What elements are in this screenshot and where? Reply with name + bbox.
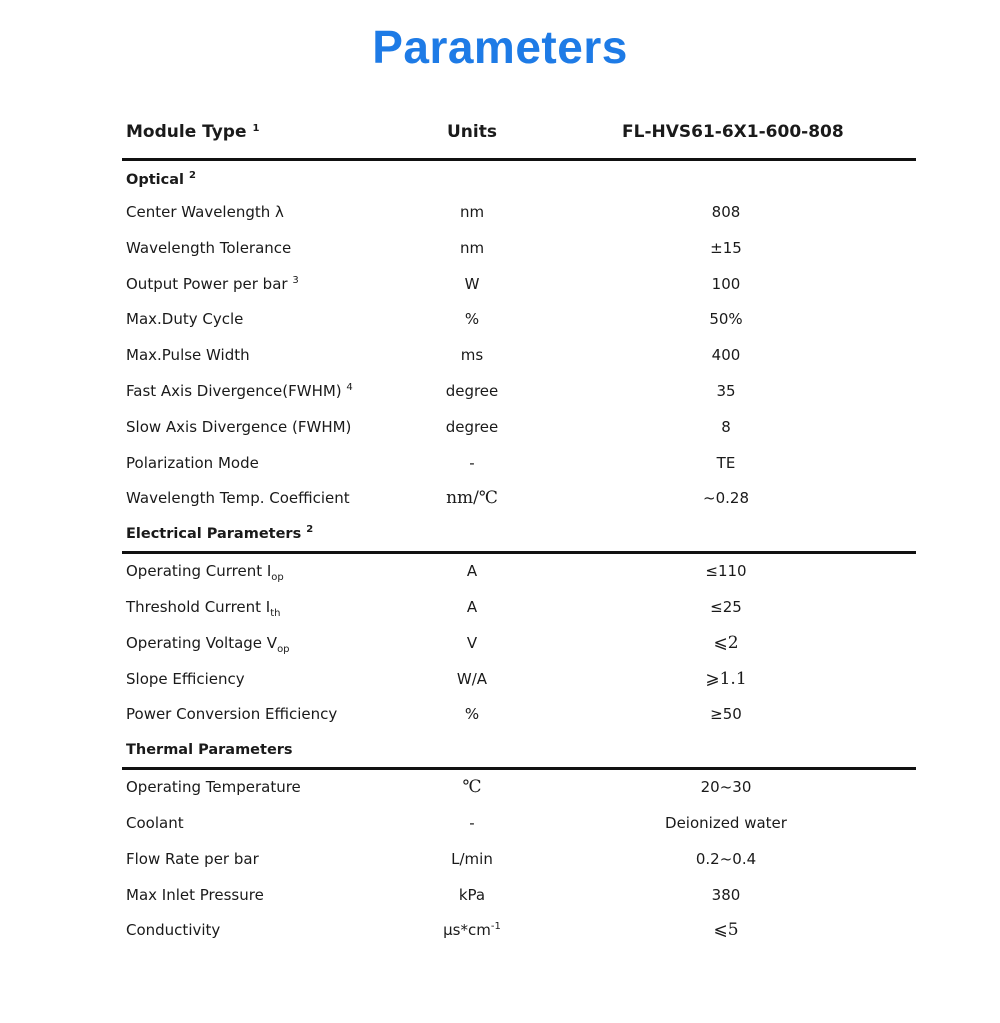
param-subscript: op (271, 572, 284, 584)
param-unit (422, 267, 522, 303)
param-name-text: Operating Voltage V (126, 633, 278, 652)
param-name-text: Flow Rate per bar (126, 849, 259, 868)
param-unit-text: V (466, 633, 478, 652)
param-unit-text: degree (445, 381, 499, 400)
table-row (122, 374, 916, 410)
param-value: ±15 (710, 238, 742, 257)
param-unit (422, 590, 522, 626)
param-name-text: Slope Efficiency (126, 669, 245, 688)
param-unit-text: ms (460, 346, 484, 365)
section-electrical (122, 517, 916, 551)
param-name (126, 913, 220, 949)
param-unit-text: - (469, 813, 475, 832)
table-row (122, 267, 916, 303)
table-row (122, 590, 916, 626)
param-unit (422, 231, 522, 267)
section-thermal (122, 733, 916, 767)
param-unit-text: % (464, 705, 480, 724)
param-subscript: th (270, 607, 281, 619)
parameters-table (122, 110, 916, 949)
header-module-type-label: Module Type (126, 122, 247, 142)
header-module-type (126, 110, 259, 154)
param-name (126, 626, 290, 662)
param-unit-text: μs*cm (443, 921, 491, 940)
param-unit (422, 302, 522, 338)
param-subscript: op (277, 643, 290, 655)
param-name (126, 410, 351, 446)
param-unit-text: A (466, 597, 478, 616)
param-name-text: Threshold Current I (126, 597, 271, 616)
param-unit-text: - (469, 453, 475, 472)
param-name-text: Max.Pulse Width (126, 346, 250, 365)
param-unit-text: ℃ (462, 777, 482, 798)
param-value: ⩾1.1 (705, 668, 747, 689)
param-name-text: Output Power per bar (126, 274, 288, 293)
param-unit-text: W/A (456, 669, 488, 688)
param-name-text: Operating Current I (126, 562, 272, 581)
param-unit (422, 554, 522, 590)
param-name (126, 842, 259, 878)
param-name (126, 267, 299, 303)
param-name (126, 374, 353, 410)
param-value: 35 (716, 381, 736, 400)
param-unit-text: degree (445, 417, 499, 436)
param-value: TE (716, 453, 736, 472)
param-unit (422, 697, 522, 733)
param-unit (422, 806, 522, 842)
header-model: FL-HVS61-6X1-600-808 (622, 122, 844, 142)
param-name (126, 770, 301, 806)
param-name (126, 554, 284, 590)
table-row (122, 806, 916, 842)
param-value: ~0.28 (703, 489, 749, 508)
param-value: ⩽5 (713, 920, 739, 941)
unit-superscript: -1 (490, 921, 501, 933)
page-title: Parameters (372, 21, 628, 73)
param-unit-text: nm/℃ (446, 488, 498, 509)
param-value: 50% (709, 310, 743, 329)
table-row (122, 878, 916, 914)
param-name (126, 481, 350, 517)
param-unit-text: % (464, 310, 480, 329)
param-name-text: Max.Duty Cycle (126, 310, 244, 329)
table-row (122, 338, 916, 374)
param-value: 8 (721, 417, 731, 436)
table-row (122, 410, 916, 446)
param-name-text: Operating Temperature (126, 778, 301, 797)
table-row (122, 770, 916, 806)
section-optical (122, 161, 916, 195)
table-header (122, 110, 916, 158)
param-name-text: Wavelength Temp. Coefficient (126, 489, 350, 508)
param-name-text: Conductivity (126, 921, 221, 940)
param-unit-text: A (466, 562, 478, 581)
param-unit (422, 878, 522, 914)
param-value: 100 (711, 274, 741, 293)
table-row (122, 195, 916, 231)
table-row (122, 554, 916, 590)
footnote-marker: 4 (346, 381, 353, 393)
param-unit (422, 842, 522, 878)
param-unit-text: nm (459, 238, 485, 257)
param-name (126, 806, 184, 842)
param-name (126, 231, 291, 267)
header-units: Units (447, 122, 497, 142)
table-row (122, 481, 916, 517)
param-name (126, 446, 259, 482)
param-unit-text: W (464, 274, 480, 293)
param-value: 400 (711, 346, 741, 365)
param-unit (422, 913, 522, 949)
param-name-text: Polarization Mode (126, 453, 259, 472)
param-name (126, 662, 245, 698)
param-value: ≥50 (710, 705, 742, 724)
param-unit (422, 338, 522, 374)
param-unit (422, 446, 522, 482)
param-name-text: Coolant (126, 813, 184, 832)
param-name (126, 878, 264, 914)
table-row (122, 446, 916, 482)
table-row (122, 842, 916, 878)
param-unit (422, 481, 522, 517)
param-value: 808 (711, 203, 741, 221)
param-value: ⩽2 (713, 632, 739, 653)
param-unit (422, 626, 522, 662)
param-name (126, 338, 250, 374)
table-row (122, 697, 916, 733)
param-name-text: Power Conversion Efficiency (126, 705, 338, 724)
param-name (126, 697, 337, 733)
param-unit-text: L/min (451, 849, 493, 868)
param-name-text: Fast Axis Divergence(FWHM) (126, 381, 342, 400)
footnote-marker: 2 (306, 524, 314, 536)
footnote-marker: 3 (292, 274, 299, 286)
section-label: Optical (126, 172, 184, 188)
param-name (126, 302, 243, 338)
param-name-text: Max Inlet Pressure (126, 885, 264, 904)
footnote-marker: 2 (189, 170, 196, 181)
param-unit (422, 662, 522, 698)
section-label: Electrical Parameters (126, 526, 302, 543)
param-value: Deionized water (665, 813, 787, 832)
param-unit (422, 374, 522, 410)
table-row (122, 913, 916, 949)
param-value: ≤110 (705, 562, 747, 581)
table-row (122, 626, 916, 662)
param-name (126, 195, 284, 231)
param-value: 380 (711, 885, 741, 904)
footnote-marker: 1 (252, 123, 260, 134)
table-row (122, 662, 916, 698)
param-name-text: Wavelength Tolerance (126, 238, 292, 257)
param-name (126, 590, 281, 626)
param-unit (422, 410, 522, 446)
param-value: 20~30 (700, 778, 752, 797)
param-unit-text: nm (459, 203, 485, 221)
section-label: Thermal Parameters (126, 742, 293, 759)
param-unit (422, 770, 522, 806)
param-unit-text: kPa (458, 885, 486, 904)
param-name-text: Center Wavelength λ (126, 203, 284, 221)
param-name-text: Slow Axis Divergence (FWHM) (126, 417, 352, 436)
param-value: ≤25 (710, 597, 742, 616)
table-row (122, 231, 916, 267)
param-unit (422, 195, 522, 231)
table-row (122, 302, 916, 338)
param-value: 0.2~0.4 (695, 849, 757, 868)
